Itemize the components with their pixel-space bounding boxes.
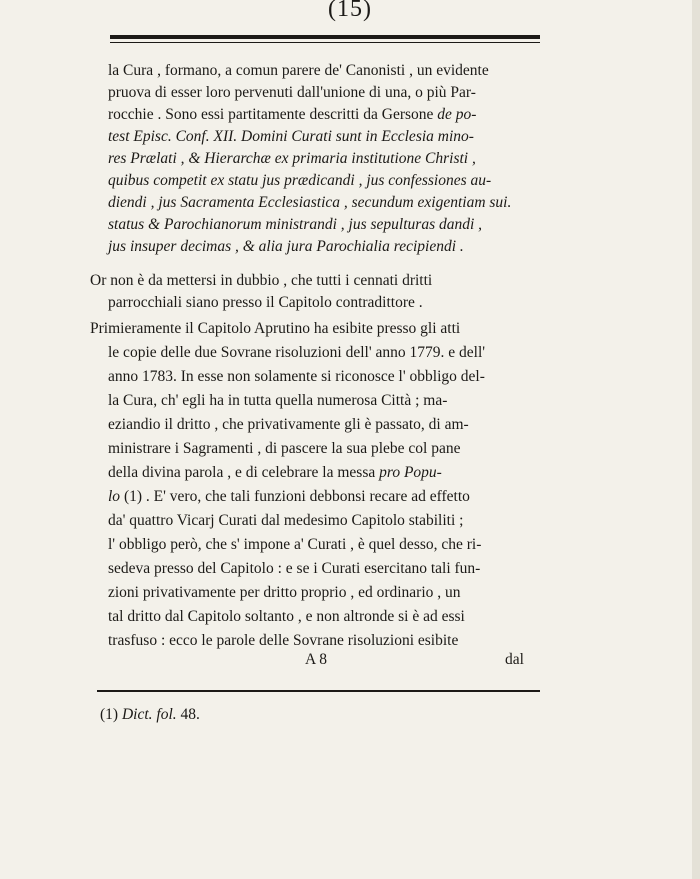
text-line: pruova di esser loro pervenuti dall'unione di una, o più Par- [108,84,476,101]
footnote-rule [97,690,540,692]
header-rule-thick [110,35,540,39]
text-line: eziandio il dritto , che privativamente gli è passato, di am- [108,416,469,433]
page-number: (15) [328,0,372,22]
text-line: da' quattro Vicarj Curati dal medesimo Capitolo stabiliti ; [108,512,464,529]
text-line: le copie delle due Sovrane risoluzioni dell' anno 1779. e dell' [108,344,486,361]
text-line: rocchie . Sono essi partitamente descritti da Gersone de po- [108,106,477,123]
text-line: l' obbligo però, che s' impone a' Curati , è quel desso, che ri- [108,536,482,553]
text-line: ministrare i Sagramenti , di pascere la sua plebe col pane [108,440,461,457]
signature-mark: A 8 [305,651,327,668]
text-line: lo (1) . E' vero, che tali funzioni debbonsi recare ad effetto [108,488,470,505]
footnote-page: 48. [180,706,200,723]
text-line: zioni privativamente per dritto proprio , ed ordinario , un [108,584,461,601]
text-line: res Prælati , & Hierarchæ ex primaria institutione Christi , [108,150,476,167]
text-line: trasfuso : ecco le parole delle Sovrane risoluzioni esibite [108,632,459,649]
text-line: diendi , jus Sacramenta Ecclesiastica , secundum exigentiam sui. [108,194,512,211]
header-rule-thin [110,42,540,43]
text-line: tal dritto dal Capitolo soltanto , e non altronde si è ad essi [108,608,465,625]
text-line: la Cura , formano, a comun parere de' Canonisti , un evidente [108,62,489,79]
text-line: quibus competit ex statu jus prædicandi , jus confessiones au- [108,172,492,189]
text-line: parrocchiali siano presso il Capitolo contradittore . [108,294,423,311]
page-edge [692,0,700,879]
text-line: status & Parochianorum ministrandi , jus sepulturas dandi , [108,216,483,233]
footnote-mark: (1) [100,706,119,723]
text-line: anno 1783. In esse non solamente si riconosce l' obbligo del- [108,368,485,385]
text-line: sedeva presso del Capitolo : e se i Curati esercitano tali fun- [108,560,481,577]
text-line: della divina parola , e di celebrare la messa pro Popu- [108,464,442,481]
catchword: dal [505,651,524,668]
text-line: la Cura, ch' egli ha in tutta quella numerosa Città ; ma- [108,392,448,409]
paragraph-start: Or non è da mettersi in dubbio , che tutti i cennati dritti [90,272,433,289]
footnote-ref: Dict. fol. [121,706,177,723]
text-line: test Episc. Conf. XII. Domini Curati sunt in Ecclesia mino- [108,128,474,145]
text-line: jus insuper decimas , & alia jura Parochialia recipiendi . [108,238,464,255]
footnote [100,706,200,724]
show-through-text [92,668,532,685]
paragraph-start: Primieramente il Capitolo Aprutino ha esibite presso gli atti [90,320,461,337]
